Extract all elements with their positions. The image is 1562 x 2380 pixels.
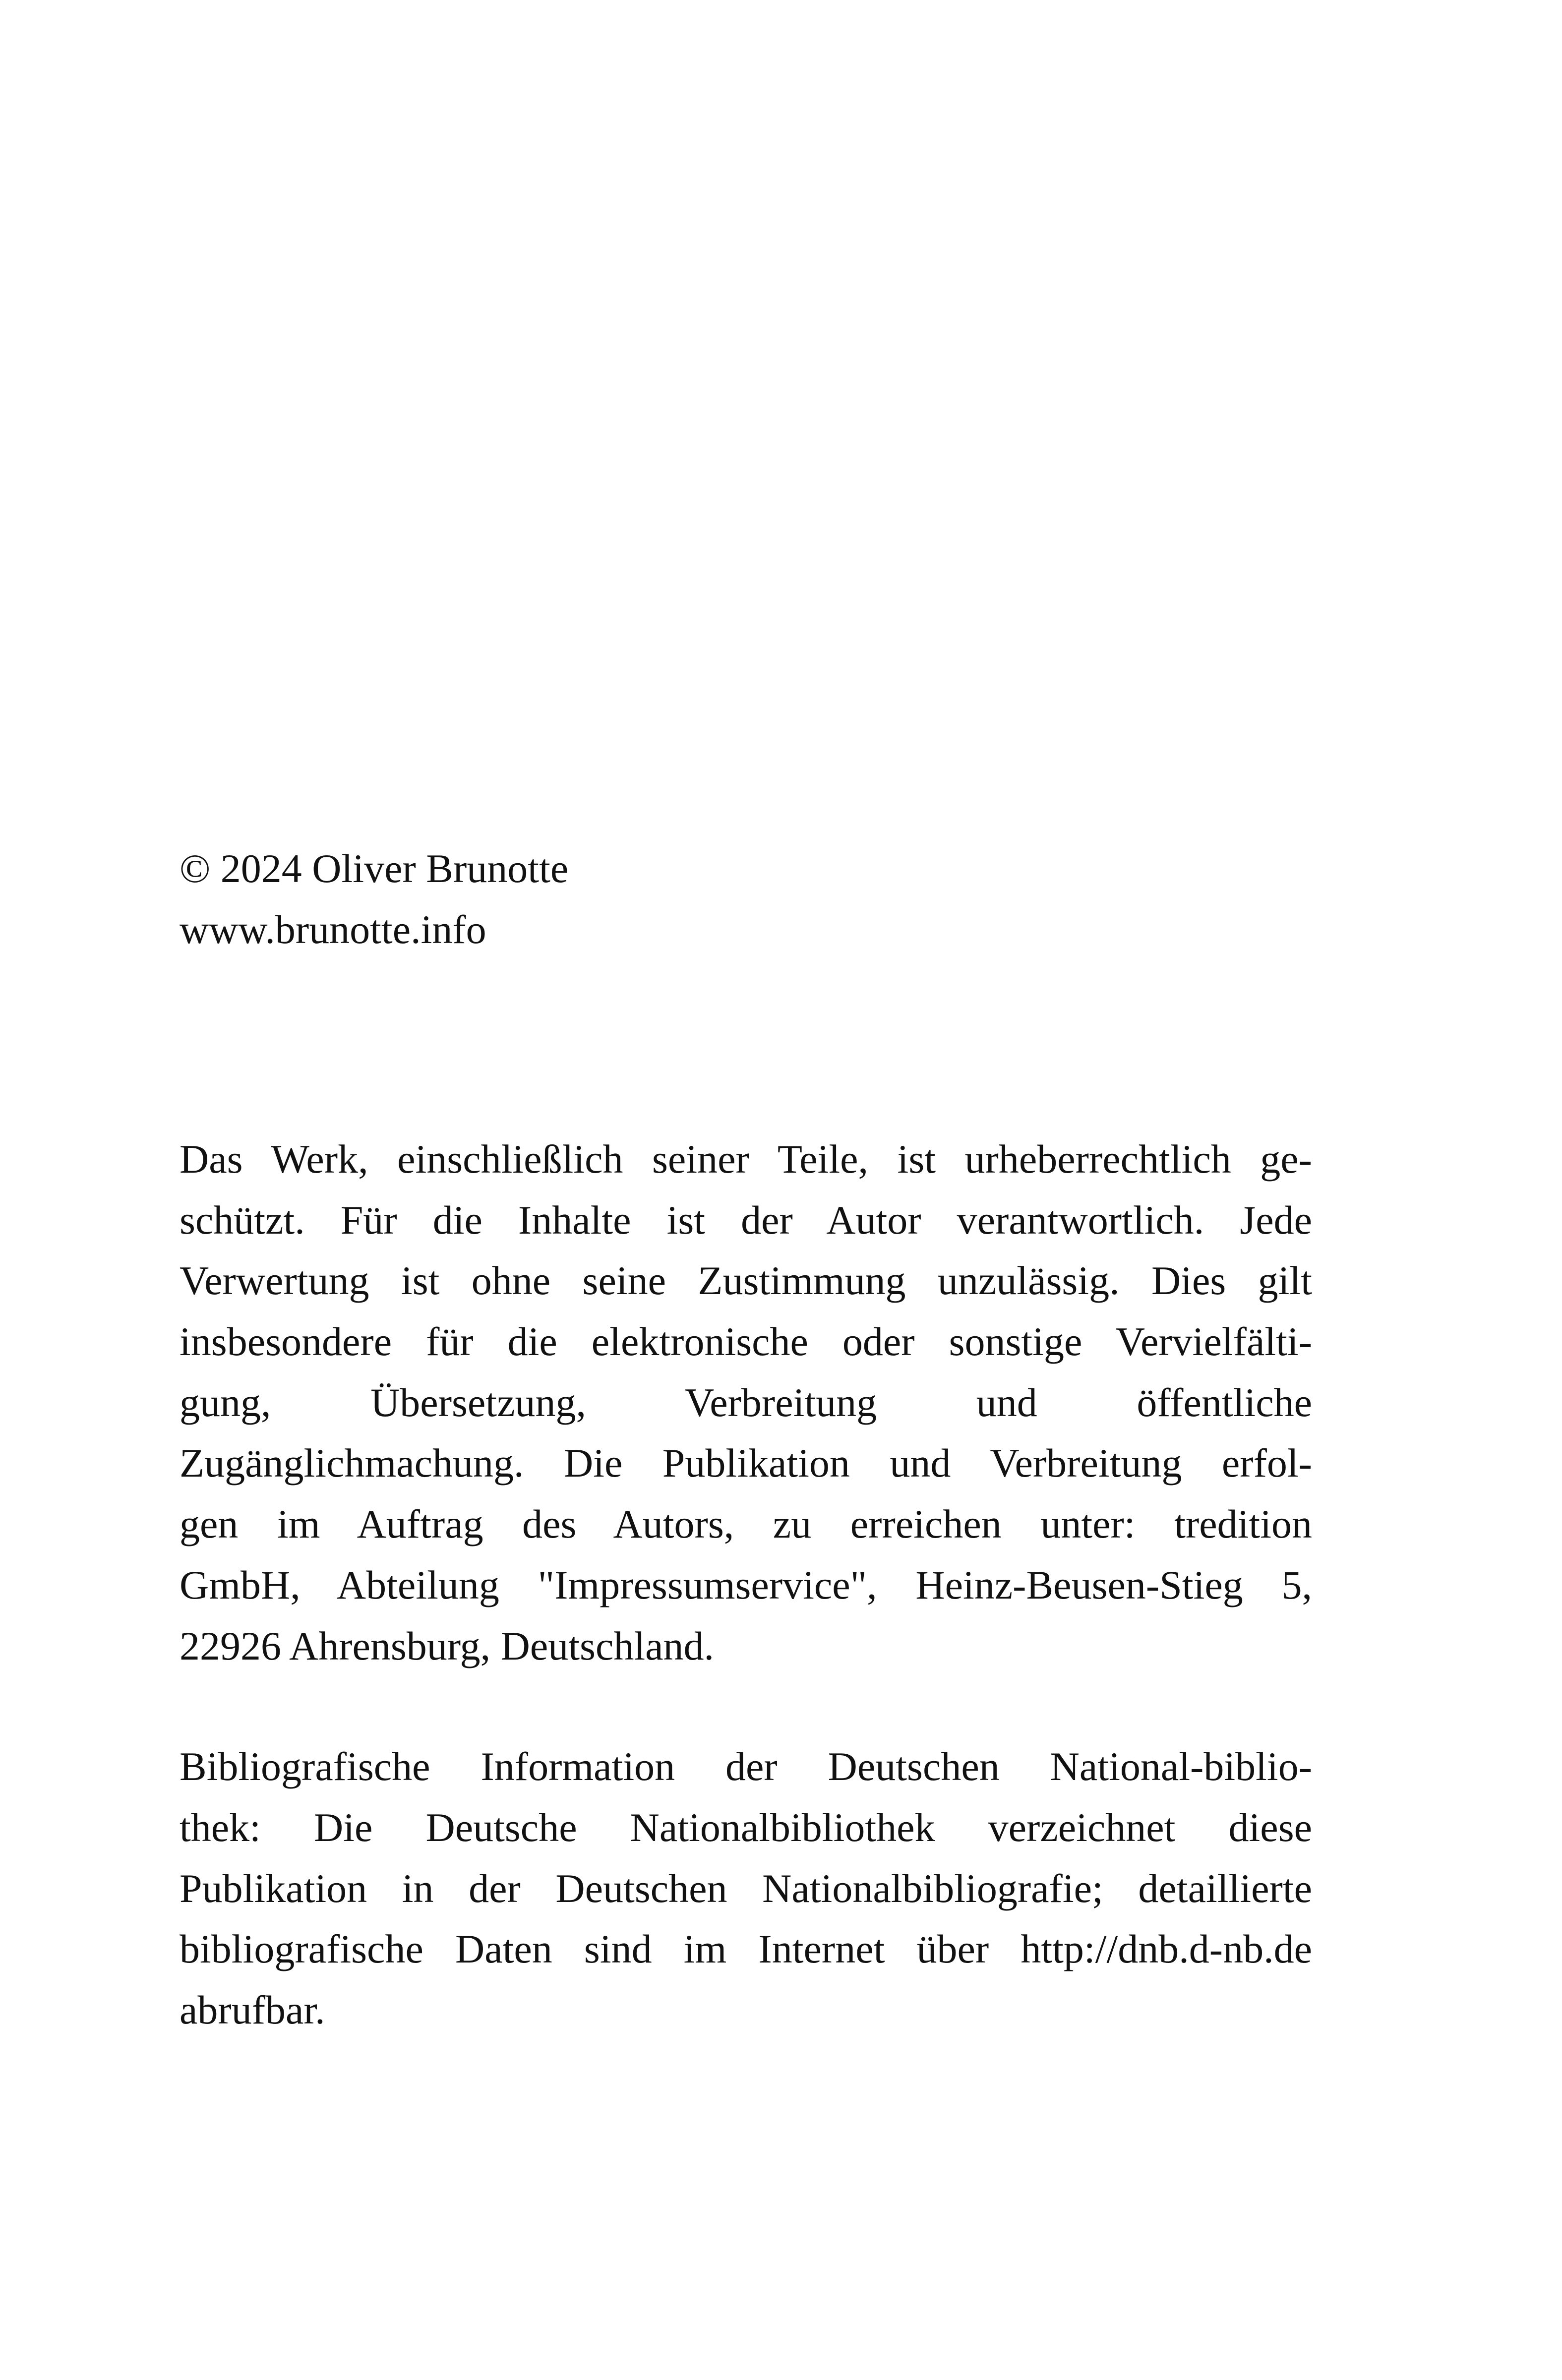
bibliographic-line: bibliografische Daten sind im Internet über http://dnb.d-nb.de [180, 1926, 1312, 1972]
rights-line: Zugänglichmachung. Die Publikation und Verbreitung erfol- [180, 1440, 1312, 1486]
bibliographic-paragraph [180, 1736, 1312, 2040]
bibliographic-line: thek: Die Deutsche Nationalbibliothek verzeichnet diese [180, 1804, 1312, 1850]
bibliographic-line: Publikation in der Deutschen Nationalbibliografie; detaillierte [180, 1865, 1312, 1911]
rights-paragraph [180, 1129, 1312, 1676]
rights-line: 22926 Ahrensburg, Deutschland. [180, 1623, 715, 1668]
rights-line: Das Werk, einschließlich seiner Teile, ist urheberrechtlich ge- [180, 1136, 1312, 1182]
bibliographic-line: Bibliografische Information der Deutschen National-biblio- [180, 1744, 1312, 1789]
copyright-notice: © 2024 Oliver Brunotte [180, 846, 569, 891]
rights-line: GmbH, Abteilung "Impressumservice", Heinz-Beusen-Stieg 5, [180, 1562, 1312, 1607]
rights-line: Verwertung ist ohne seine Zustimmung unzulässig. Dies gilt [180, 1258, 1312, 1304]
website-link[interactable]: www.brunotte.info [180, 907, 486, 952]
copyright-block [180, 838, 1312, 960]
rights-line: insbesondere für die elektronische oder sonstige Vervielfälti- [180, 1319, 1312, 1365]
rights-line: gung, Übersetzung, Verbreitung und öffentliche [180, 1379, 1312, 1425]
bibliographic-line: abrufbar. [180, 1987, 325, 2032]
rights-line: schützt. Für die Inhalte ist der Autor verantwortlich. Jede [180, 1197, 1312, 1243]
rights-line: gen im Auftrag des Autors, zu erreichen unter: tredition [180, 1501, 1312, 1547]
legal-notice [180, 1129, 1312, 2041]
